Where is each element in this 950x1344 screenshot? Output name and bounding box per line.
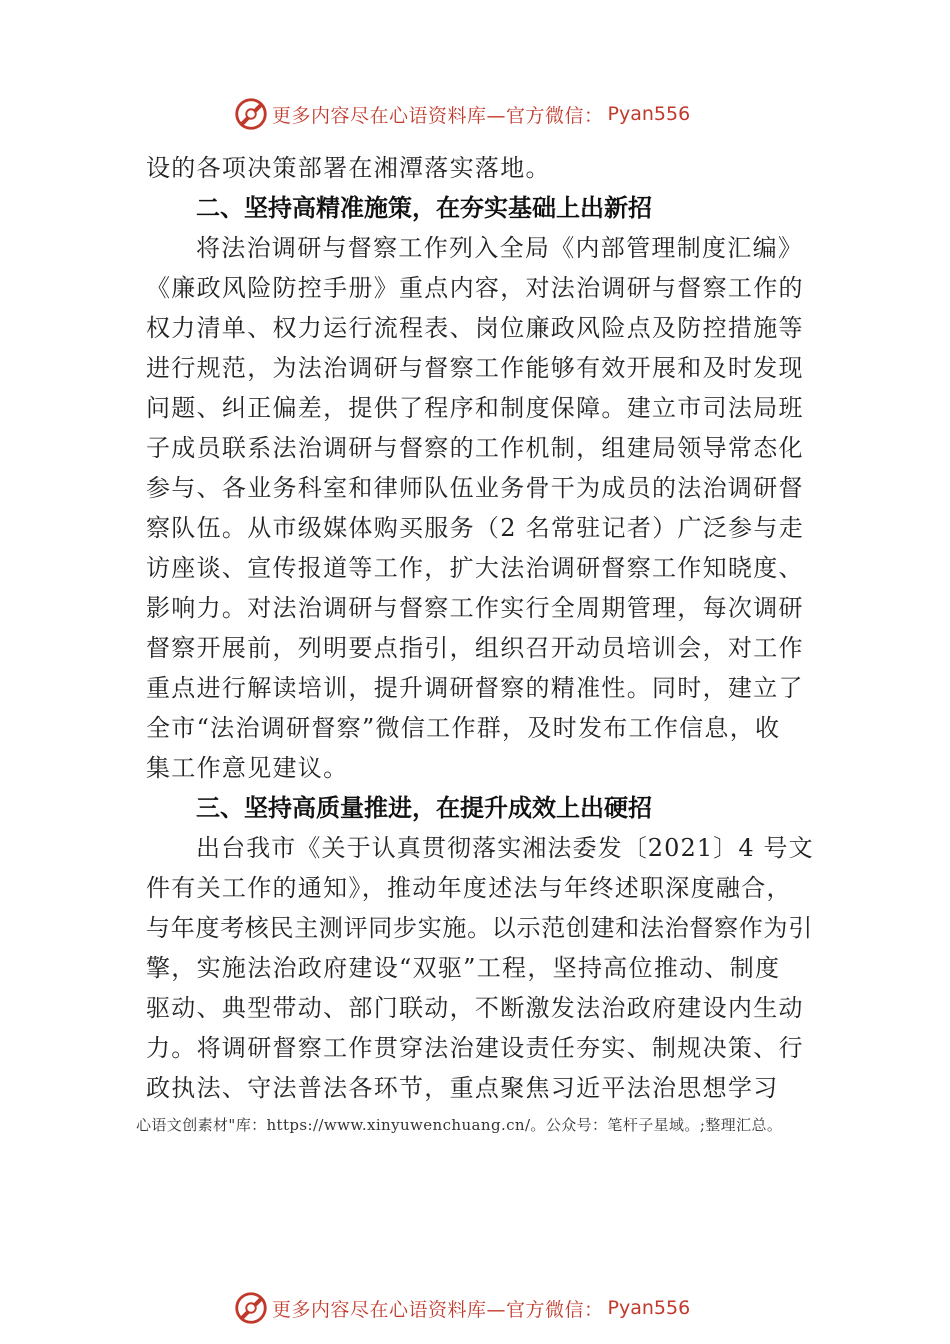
source-note: 心语文创素材"库：https://www.xinyuwenchuang.cn/。公众号：笔杆子星域。;整理汇总。 bbox=[136, 1116, 783, 1134]
header-banner bbox=[232, 94, 752, 134]
body-line: 政执法、守法普法各环节，重点聚焦习近平法治思想学习 bbox=[146, 1074, 779, 1102]
banner-text: 更多内容尽在心语资料库—官方微信： bbox=[272, 104, 604, 127]
section-heading-3: 三、坚持高质量推进，在提升成效上出硬招 bbox=[196, 794, 652, 822]
body-line: 权力清单、权力运行流程表、岗位廉政风险点及防控措施等 bbox=[146, 314, 804, 342]
body-line: 进行规范，为法治调研与督察工作能够有效开展和及时发现 bbox=[146, 354, 804, 382]
body-line: 驱动、典型带动、部门联动，不断激发法治政府建设内生动 bbox=[146, 994, 804, 1022]
body-line: 子成员联系法治调研与督察的工作机制，组建局领导常态化 bbox=[146, 434, 804, 462]
body-line: 集工作意见建议。 bbox=[146, 754, 349, 782]
body-line: 力。将调研督察工作贯穿法治建设责任夯实、制规决策、行 bbox=[146, 1034, 804, 1062]
body-line: 《廉政风险防控手册》重点内容，对法治调研与督察工作的 bbox=[146, 274, 804, 302]
body-line: 问题、纠正偏差，提供了程序和制度保障。建立市司法局班 bbox=[146, 394, 804, 422]
document-body bbox=[146, 148, 814, 1108]
body-line: 重点进行解读培训，提升调研督察的精准性。同时，建立了 bbox=[146, 674, 804, 702]
brand-logo-icon bbox=[232, 1289, 270, 1327]
body-line: 察队伍。从市级媒体购买服务（2 名常驻记者）广泛参与走 bbox=[146, 514, 804, 542]
body-line: 擎，实施法治政府建设“双驱”工程，坚持高位推动、制度 bbox=[146, 954, 781, 982]
wechat-id: Pyan556 bbox=[607, 103, 691, 125]
body-line: 与年度考核民主测评同步实施。以示范创建和法治督察作为引 bbox=[146, 914, 813, 942]
body-line: 出台我市《关于认真贯彻落实湘法委发〔2021〕4 号文 bbox=[196, 834, 814, 862]
banner-text: 更多内容尽在心语资料库—官方微信： bbox=[272, 1298, 604, 1321]
bottom-banner bbox=[232, 1288, 752, 1328]
body-line: 影响力。对法治调研与督察工作实行全周期管理，每次调研 bbox=[146, 594, 804, 622]
body-line: 访座谈、宣传报道等工作，扩大法治调研督察工作知晓度、 bbox=[146, 554, 804, 582]
brand-logo-icon bbox=[232, 95, 270, 133]
body-line: 设的各项决策部署在湘潭落实落地。 bbox=[146, 154, 551, 182]
body-line: 督察开展前，列明要点指引，组织召开动员培训会，对工作 bbox=[146, 634, 804, 662]
body-line: 件有关工作的通知》，推动年度述法与年终述职深度融合， bbox=[146, 874, 792, 902]
section-heading-2: 二、坚持高精准施策，在夯实基础上出新招 bbox=[196, 194, 652, 222]
body-line: 参与、各业务科室和律师队伍业务骨干为成员的法治调研督 bbox=[146, 474, 804, 502]
body-line: 将法治调研与督察工作列入全局《内部管理制度汇编》 bbox=[196, 234, 804, 262]
body-line: 全市“法治调研督察”微信工作群，及时发布工作信息，收 bbox=[146, 714, 781, 742]
wechat-id: Pyan556 bbox=[607, 1297, 691, 1319]
